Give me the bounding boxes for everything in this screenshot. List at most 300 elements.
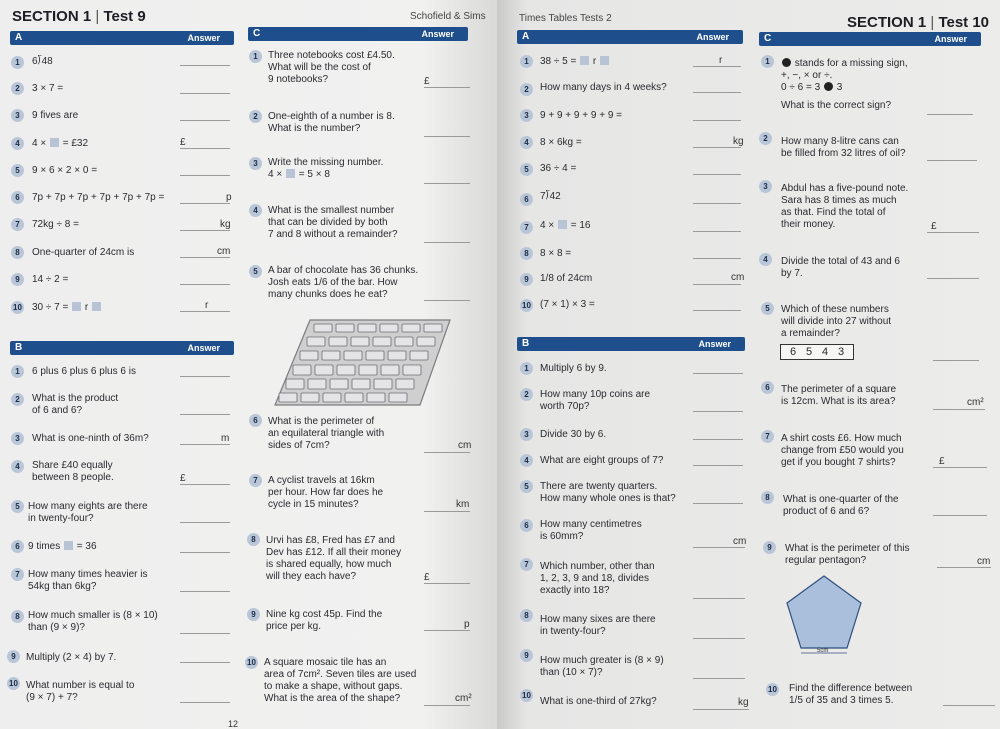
question-number: 6 bbox=[520, 193, 533, 206]
text-line: Share £40 equally bbox=[32, 460, 113, 471]
option-number: 3 bbox=[837, 346, 845, 358]
question-number: 3 bbox=[11, 109, 24, 122]
text-line: How many whole ones is that? bbox=[540, 493, 676, 504]
number-options-box bbox=[780, 344, 854, 360]
question-text bbox=[781, 58, 908, 112]
text-line: than (10 × 7)? bbox=[540, 667, 603, 678]
question-number: 8 bbox=[247, 533, 260, 546]
answer-line[interactable] bbox=[693, 120, 741, 121]
question-number: 6 bbox=[249, 414, 262, 427]
question-number: 7 bbox=[11, 218, 24, 231]
answer-line[interactable] bbox=[180, 662, 230, 663]
question-text: Multiply (2 × 4) by 7. bbox=[26, 652, 117, 663]
answer-line[interactable] bbox=[180, 230, 230, 231]
text-line: 7 and 8 without a remainder? bbox=[268, 229, 398, 240]
answer-line[interactable] bbox=[933, 515, 987, 516]
missing-number-box bbox=[92, 302, 101, 311]
question-text bbox=[32, 302, 102, 314]
question-number: 6 bbox=[761, 381, 774, 394]
question-text: 3 × 7 = bbox=[32, 83, 64, 94]
question-text-content: 6⟌48 bbox=[32, 56, 53, 67]
right-page bbox=[497, 0, 1000, 729]
text-line: Find the difference between bbox=[789, 683, 913, 694]
answer-line[interactable] bbox=[693, 678, 745, 679]
option-number: 4 bbox=[821, 346, 829, 358]
question-text bbox=[268, 475, 383, 511]
text-line: 9 notebooks? bbox=[268, 74, 329, 85]
question-text bbox=[266, 609, 382, 633]
question-text bbox=[268, 265, 418, 301]
answer-unit: m bbox=[221, 433, 230, 444]
answer-unit: r bbox=[719, 55, 723, 66]
text-line: How many 10p coins are bbox=[540, 389, 651, 400]
answer-line[interactable] bbox=[693, 373, 743, 374]
answer-header: Answer bbox=[421, 29, 454, 39]
question-text: (7 × 1) × 3 = bbox=[540, 299, 595, 310]
answer-line[interactable] bbox=[693, 547, 745, 548]
text-line: 54kg than 6kg? bbox=[28, 581, 97, 592]
text-line: What is the perimeter of this bbox=[785, 543, 910, 554]
question-text bbox=[781, 183, 908, 231]
text-part: 9 times bbox=[28, 541, 61, 552]
text-part: = 16 bbox=[570, 220, 591, 231]
answer-line[interactable] bbox=[180, 552, 230, 553]
text-line: 1/5 of 35 and 3 times 5. bbox=[789, 695, 894, 706]
text-part: 30 ÷ 7 = bbox=[32, 302, 69, 313]
question-number: 2 bbox=[249, 110, 262, 123]
section-c-bar bbox=[759, 32, 981, 46]
question-number: 5 bbox=[11, 500, 24, 513]
answer-line[interactable] bbox=[424, 136, 470, 137]
text-line: per hour. How far does he bbox=[268, 487, 384, 498]
answer-line[interactable] bbox=[180, 444, 230, 445]
question-number: 8 bbox=[520, 247, 533, 260]
text-line: price per kg. bbox=[266, 621, 322, 632]
question-text: 36 ÷ 4 = bbox=[540, 163, 577, 174]
answer-line[interactable] bbox=[693, 503, 743, 504]
question-number: 10 bbox=[245, 656, 258, 669]
question-number: 1 bbox=[520, 55, 533, 68]
text-part: 4 × bbox=[32, 138, 47, 149]
text-line: than (9 × 9)? bbox=[28, 622, 85, 633]
missing-number-box bbox=[558, 220, 567, 229]
answer-line[interactable] bbox=[424, 300, 470, 301]
section-a-bar bbox=[10, 31, 234, 45]
answer-unit: £ bbox=[424, 76, 430, 87]
text-line: The perimeter of a square bbox=[781, 384, 897, 395]
answer-line[interactable] bbox=[693, 439, 743, 440]
text-line: How many eights are there bbox=[28, 501, 148, 512]
question-number: 10 bbox=[520, 299, 533, 312]
question-number: 8 bbox=[520, 609, 533, 622]
question-text bbox=[785, 543, 910, 567]
question-text: 8 × 8 = bbox=[540, 248, 572, 259]
text-line: One-eighth of a number is 8. bbox=[268, 111, 395, 122]
text-line: in twenty-four? bbox=[540, 626, 606, 637]
answer-line[interactable] bbox=[180, 591, 230, 592]
text-part: stands for a missing sign, bbox=[794, 58, 908, 69]
question-number: 10 bbox=[766, 683, 779, 696]
question-text: What is one-third of 27kg? bbox=[540, 696, 657, 707]
question-text: How many days in 4 weeks? bbox=[540, 82, 667, 93]
text-line: Which of these numbers bbox=[781, 304, 889, 315]
text-line: their money. bbox=[781, 219, 836, 230]
answer-line[interactable] bbox=[180, 702, 230, 703]
text-line: A bar of chocolate has 36 chunks. bbox=[268, 265, 419, 276]
answer-unit: kg bbox=[733, 136, 744, 147]
question-text bbox=[28, 610, 158, 634]
question-text: One-quarter of 24cm is bbox=[32, 247, 135, 258]
text-line: Josh eats 1/6 of the bar. How bbox=[268, 277, 398, 288]
answer-unit: kg bbox=[738, 697, 749, 708]
answer-line[interactable] bbox=[180, 65, 230, 66]
section-a-bar bbox=[517, 30, 743, 44]
text-part: = 36 bbox=[76, 541, 97, 552]
answer-line[interactable] bbox=[693, 203, 741, 204]
text-line: is 12cm. What is its area? bbox=[781, 396, 896, 407]
question-text: 7⟌42 bbox=[540, 191, 561, 202]
answer-line[interactable] bbox=[693, 66, 741, 67]
section-b-bar bbox=[517, 337, 745, 351]
missing-sign-dot bbox=[824, 82, 833, 91]
text-line: +, −, × or ÷. bbox=[781, 70, 833, 81]
text-line: in twenty-four? bbox=[28, 513, 94, 524]
text-line: How many 8-litre cans can bbox=[781, 136, 899, 147]
question-text: 14 ÷ 2 = bbox=[32, 274, 69, 285]
answer-line[interactable] bbox=[180, 284, 230, 285]
question-number: 9 bbox=[520, 273, 533, 286]
text-line: Sara has 8 times as much bbox=[781, 195, 897, 206]
text-line bbox=[781, 82, 908, 94]
answer-line[interactable] bbox=[180, 311, 230, 312]
answer-line[interactable] bbox=[933, 360, 979, 361]
question-number: 8 bbox=[761, 491, 774, 504]
text-line: What is the smallest number bbox=[268, 205, 395, 216]
answer-unit: £ bbox=[939, 456, 945, 467]
text-line: regular pentagon? bbox=[785, 555, 867, 566]
question-text: 9 + 9 + 9 + 9 + 9 = bbox=[540, 110, 623, 121]
text-line: How many sixes are there bbox=[540, 614, 656, 625]
text-line: Divide the total of 43 and 6 bbox=[781, 256, 900, 267]
text-line: will divide into 27 without bbox=[781, 316, 892, 327]
publisher: Schofield & Sims bbox=[410, 11, 486, 22]
answer-line[interactable] bbox=[933, 409, 985, 410]
text-line: Nine kg cost 45p. Find the bbox=[266, 609, 383, 620]
text-line: Dev has £12. If all their money bbox=[266, 547, 402, 558]
text-part: = 5 × 8 bbox=[298, 169, 330, 180]
question-number: 8 bbox=[11, 246, 24, 259]
answer-unit: cm² bbox=[455, 693, 472, 704]
answer-line[interactable] bbox=[927, 232, 979, 233]
text-part: 0 ÷ 6 = 3 bbox=[781, 82, 821, 93]
answer-line[interactable] bbox=[424, 183, 470, 184]
text-part: 4 × bbox=[540, 220, 555, 231]
question-number: 1 bbox=[11, 365, 24, 378]
text-line: How much smaller is (8 × 10) bbox=[28, 610, 158, 621]
section-letter: B bbox=[522, 338, 530, 349]
question-number: 10 bbox=[7, 677, 20, 690]
answer-line[interactable] bbox=[424, 242, 470, 243]
option-number: 6 bbox=[789, 346, 797, 358]
right-header bbox=[847, 14, 989, 31]
text-line: is shared equally, how much bbox=[266, 559, 392, 570]
question-text bbox=[28, 569, 147, 593]
answer-line[interactable] bbox=[180, 484, 230, 485]
question-text bbox=[781, 136, 906, 160]
answer-unit: p bbox=[226, 192, 232, 203]
question-text: 6 plus 6 plus 6 plus 6 is bbox=[32, 366, 136, 377]
question-number: 4 bbox=[759, 253, 772, 266]
text-line: What is the product bbox=[32, 393, 119, 404]
question-number: 3 bbox=[759, 180, 772, 193]
question-text bbox=[781, 304, 891, 340]
text-line: a remainder? bbox=[781, 328, 840, 339]
question-text bbox=[783, 494, 899, 518]
question-text bbox=[264, 657, 416, 705]
question-text bbox=[32, 138, 88, 150]
question-text bbox=[540, 481, 676, 505]
answer-line[interactable] bbox=[693, 147, 741, 148]
question-number: 4 bbox=[520, 136, 533, 149]
answer-line[interactable] bbox=[693, 465, 743, 466]
question-number: 10 bbox=[520, 689, 533, 702]
text-line: as that. Find the total of bbox=[781, 207, 886, 218]
answer-line[interactable] bbox=[424, 452, 470, 453]
question-number: 2 bbox=[520, 388, 533, 401]
text-line: Abdul has a five-pound note. bbox=[781, 183, 909, 194]
question-number: 4 bbox=[11, 137, 24, 150]
answer-line[interactable] bbox=[693, 231, 741, 232]
text-line: What is the number? bbox=[268, 123, 361, 134]
question-text bbox=[781, 256, 900, 280]
question-text: 9 × 6 × 2 × 0 = bbox=[32, 165, 98, 176]
question-number: 2 bbox=[759, 132, 772, 145]
question-text bbox=[540, 655, 664, 679]
text-line: get if you bought 7 shirts? bbox=[781, 457, 896, 468]
answer-header: Answer bbox=[698, 339, 731, 349]
text-line: What will be the cost of bbox=[268, 62, 371, 73]
section-letter: B bbox=[15, 342, 23, 353]
question-text bbox=[268, 205, 398, 241]
answer-line[interactable] bbox=[180, 633, 230, 634]
answer-line[interactable] bbox=[180, 522, 230, 523]
section-letter: C bbox=[253, 28, 261, 39]
section-letter: A bbox=[15, 32, 23, 43]
text-line: product of 6 and 6? bbox=[783, 506, 870, 517]
question-text: Divide 30 by 6. bbox=[540, 429, 607, 440]
answer-unit: cm² bbox=[967, 397, 984, 408]
text-line: to make a shape, without gaps. bbox=[264, 681, 403, 692]
question-number: 2 bbox=[11, 82, 24, 95]
answer-line[interactable] bbox=[180, 376, 230, 377]
missing-number-box bbox=[286, 169, 295, 178]
question-number: 3 bbox=[11, 432, 24, 445]
answer-line[interactable] bbox=[424, 511, 470, 512]
question-number: 5 bbox=[249, 265, 262, 278]
answer-line[interactable] bbox=[693, 709, 749, 710]
question-number: 7 bbox=[761, 430, 774, 443]
text-line: area of 7cm². Seven tiles are used bbox=[264, 669, 417, 680]
text-line: What is the area of the shape? bbox=[264, 693, 401, 704]
text-line: What is one-quarter of the bbox=[783, 494, 899, 505]
question-number: 9 bbox=[763, 541, 776, 554]
answer-line[interactable] bbox=[424, 583, 470, 584]
question-number: 7 bbox=[520, 558, 533, 571]
text-line: 1, 2, 3, 9 and 18, divides bbox=[540, 573, 649, 584]
header-separator: | bbox=[95, 8, 100, 25]
question-text bbox=[540, 389, 650, 413]
answer-header: Answer bbox=[696, 32, 729, 42]
question-number: 5 bbox=[520, 163, 533, 176]
question-number: 2 bbox=[520, 83, 533, 96]
answer-line[interactable] bbox=[424, 87, 470, 88]
question-text bbox=[540, 519, 642, 543]
text-line: A square mosaic tile has an bbox=[264, 657, 387, 668]
question-text bbox=[32, 460, 114, 484]
answer-unit: cm bbox=[217, 246, 231, 257]
answer-unit: £ bbox=[424, 572, 430, 583]
question-number: 9 bbox=[520, 649, 533, 662]
text-line bbox=[781, 58, 908, 70]
answer-line[interactable] bbox=[927, 160, 977, 161]
section-b-bar bbox=[10, 341, 234, 355]
text-line: What is the perimeter of bbox=[268, 416, 375, 427]
section-c-bar bbox=[248, 27, 468, 41]
answer-line[interactable] bbox=[693, 598, 745, 599]
answer-line[interactable] bbox=[180, 175, 230, 176]
question-number: 4 bbox=[520, 454, 533, 467]
answer-line[interactable] bbox=[424, 705, 470, 706]
answer-line[interactable] bbox=[943, 705, 995, 706]
question-number: 5 bbox=[520, 480, 533, 493]
question-number: 6 bbox=[11, 191, 24, 204]
text-line: What number is equal to bbox=[26, 680, 135, 691]
question-text bbox=[266, 535, 401, 583]
answer-header: Answer bbox=[187, 33, 220, 43]
question-number: 7 bbox=[520, 221, 533, 234]
question-number: 3 bbox=[520, 109, 533, 122]
text-line: How many times heavier is bbox=[28, 569, 148, 580]
answer-line[interactable] bbox=[693, 284, 741, 285]
text-line: many chunks does he eat? bbox=[268, 289, 388, 300]
text-part: = £32 bbox=[62, 138, 89, 149]
text-line: cycle in 15 minutes? bbox=[268, 499, 359, 510]
question-text bbox=[28, 501, 148, 525]
answer-line[interactable] bbox=[937, 567, 991, 568]
answer-line[interactable] bbox=[927, 278, 979, 279]
header-separator: | bbox=[930, 14, 935, 31]
chocolate-bar-illustration bbox=[270, 315, 460, 410]
text-line: worth 70p? bbox=[540, 401, 590, 412]
question-text bbox=[268, 50, 395, 86]
question-text bbox=[268, 157, 383, 181]
left-header bbox=[12, 8, 146, 25]
question-number: 5 bbox=[11, 164, 24, 177]
answer-unit: p bbox=[464, 619, 470, 630]
question-text bbox=[781, 384, 896, 408]
answer-line[interactable] bbox=[693, 174, 741, 175]
answer-line[interactable] bbox=[933, 467, 987, 468]
text-line: There are twenty quarters. bbox=[540, 481, 658, 492]
answer-line[interactable] bbox=[180, 148, 230, 149]
answer-line[interactable] bbox=[693, 258, 741, 259]
question-number: 1 bbox=[520, 362, 533, 375]
page-number: 12 bbox=[228, 719, 239, 729]
text-line: (9 × 7) + 7? bbox=[26, 692, 78, 703]
answer-line[interactable] bbox=[424, 630, 470, 631]
left-page bbox=[0, 0, 497, 729]
answer-line[interactable] bbox=[180, 93, 230, 94]
answer-line[interactable] bbox=[693, 411, 743, 412]
question-number: 6 bbox=[520, 519, 533, 532]
answer-unit: r bbox=[205, 300, 209, 311]
question-text bbox=[789, 683, 912, 707]
text-line: Urvi has £8, Fred has £7 and bbox=[266, 535, 395, 546]
text-line: be filled from 32 litres of oil? bbox=[781, 148, 906, 159]
text-line bbox=[268, 169, 383, 181]
question-text bbox=[26, 680, 134, 704]
question-text: 72kg ÷ 8 = bbox=[32, 219, 79, 230]
section-label: SECTION 1 bbox=[847, 14, 927, 31]
question-number: 1 bbox=[11, 56, 24, 69]
answer-line[interactable] bbox=[693, 92, 741, 93]
question-number: 4 bbox=[11, 460, 24, 473]
question-number: 7 bbox=[11, 568, 24, 581]
text-line: an equilateral triangle with bbox=[268, 428, 385, 439]
answer-line[interactable] bbox=[180, 120, 230, 121]
book-title: Times Tables Tests 2 bbox=[519, 13, 612, 24]
question-number: 7 bbox=[249, 474, 262, 487]
text-part: 3 bbox=[836, 82, 843, 93]
question-text: 8 × 6kg = bbox=[540, 137, 582, 148]
question-text: What are eight groups of 7? bbox=[540, 455, 664, 466]
question-number: 10 bbox=[11, 301, 24, 314]
answer-unit: cm bbox=[733, 536, 747, 547]
question-number: 1 bbox=[761, 55, 774, 68]
answer-line[interactable] bbox=[693, 638, 745, 639]
question-number: 9 bbox=[247, 608, 260, 621]
text-line: of 6 and 6? bbox=[32, 405, 83, 416]
answer-unit: cm bbox=[731, 272, 745, 283]
text-line: A shirt costs £6. How much bbox=[781, 433, 902, 444]
answer-unit: km bbox=[456, 499, 470, 510]
text-line: Which number, other than bbox=[540, 561, 655, 572]
option-number: 5 bbox=[805, 346, 813, 358]
question-text bbox=[540, 561, 655, 597]
missing-number-box bbox=[600, 56, 609, 65]
question-number: 8 bbox=[11, 610, 24, 623]
text-line: A cyclist travels at 16km bbox=[268, 475, 375, 486]
text-line: that can be divided by both bbox=[268, 217, 388, 228]
text-part: 4 × bbox=[268, 169, 283, 180]
answer-line[interactable] bbox=[927, 114, 973, 115]
text-part: 38 ÷ 5 = bbox=[540, 56, 577, 67]
answer-unit: £ bbox=[931, 221, 937, 232]
text-line: by 7. bbox=[781, 268, 803, 279]
answer-line[interactable] bbox=[180, 414, 230, 415]
answer-line[interactable] bbox=[693, 310, 741, 311]
text-line: How much greater is (8 × 9) bbox=[540, 655, 664, 666]
question-text: Multiply 6 by 9. bbox=[540, 363, 607, 374]
answer-unit: cm bbox=[458, 440, 472, 451]
answer-line[interactable] bbox=[180, 203, 230, 204]
answer-line[interactable] bbox=[180, 257, 230, 258]
question-text: What is one-ninth of 36m? bbox=[32, 433, 149, 444]
question-text bbox=[540, 220, 591, 232]
question-text bbox=[28, 541, 97, 553]
question-text bbox=[540, 614, 656, 638]
missing-number-box bbox=[64, 541, 73, 550]
